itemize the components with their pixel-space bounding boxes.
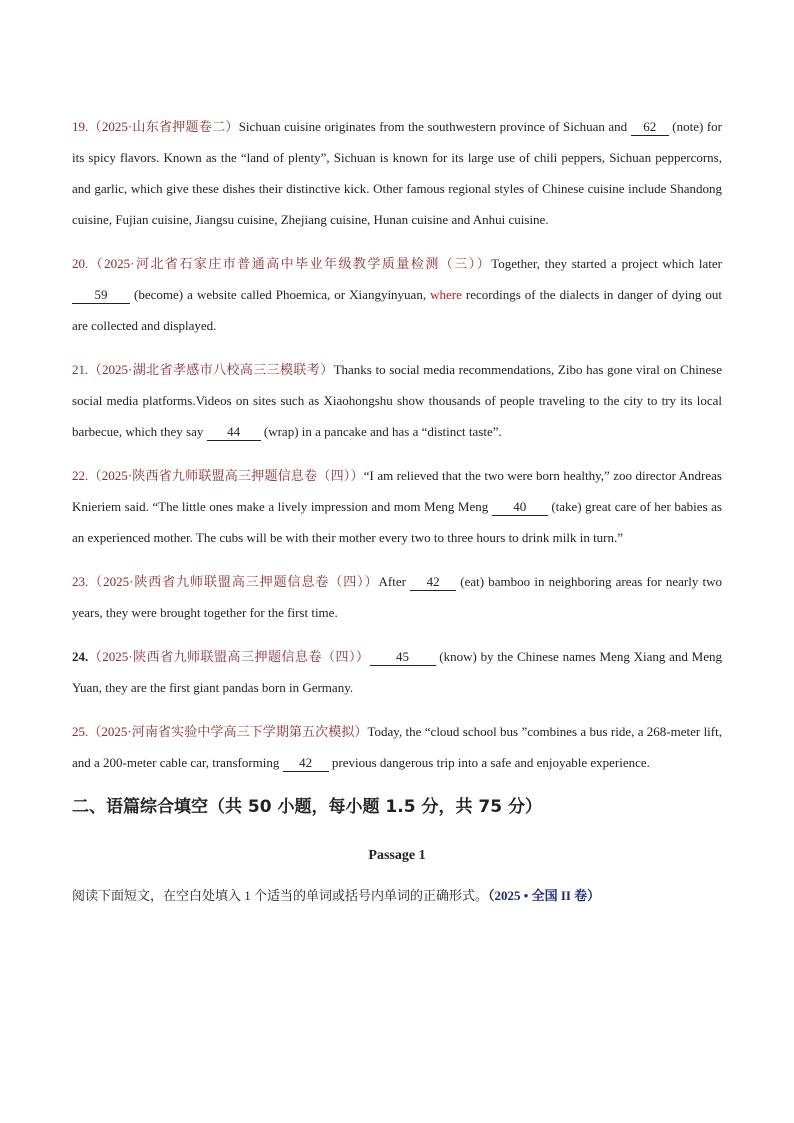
question-source: （2025·河北省石家庄市普通高中毕业年级教学质量检测（三）） bbox=[88, 256, 492, 271]
answer-blank[interactable]: 42 bbox=[410, 574, 456, 591]
question-text: (wrap) in a pancake and has a “distinct taste”. bbox=[260, 424, 502, 439]
question-number: 23. bbox=[72, 574, 89, 589]
document-page bbox=[72, 98, 722, 910]
answer-blank[interactable]: 59 bbox=[72, 287, 130, 304]
question-text: (take) great care of her babies as an experienced mother. The cubs will be with their mother every two to three hours to drink milk in turn.” bbox=[72, 499, 722, 545]
question-source: （2025·陕西省九师联盟高三押题信息卷（四）） bbox=[88, 574, 379, 589]
question-source: （2025·陕西省九师联盟高三押题信息卷（四）） bbox=[88, 649, 370, 664]
question-number: 24. bbox=[72, 649, 89, 664]
question-number: 21. bbox=[72, 362, 89, 377]
highlighted-word: where bbox=[430, 287, 462, 302]
question-source: （2025·山东省押题卷二） bbox=[88, 119, 239, 134]
question-number: 19. bbox=[72, 119, 89, 134]
question-source: （2025·陕西省九师联盟高三押题信息卷（四）） bbox=[88, 468, 364, 483]
question-text: (note) for its spicy flavors. Known as the “land of plenty”, Sichuan is known for its large use of chili peppers, Sichuan peppercorns, and garlic, which give these dishes their distinctive kick. Other famous regional styles of Chinese cuisine include Shandong cuisine, Fujian cuisine, Jiangsu cuisine, Zhejiang cuisine, Hunan cuisine and Anhui cuisine. bbox=[72, 119, 722, 227]
instruction-text: 阅读下面短文，在空白处填入 1 个适当的单词或括号内单词的正确形式。 bbox=[72, 888, 489, 903]
question-number: 22. bbox=[72, 468, 89, 483]
answer-blank[interactable]: 42 bbox=[283, 755, 329, 772]
question-text: Thanks to social media recommendations, Zibo has gone viral on Chinese social media platforms.Videos on sites such as Xiaohongshu show thousands of people traveling to the city to try its local barbecue, which they say bbox=[72, 362, 722, 439]
question-21 bbox=[72, 354, 722, 447]
question-text: Today, the “cloud school bus ”combines a bus ride, a 268-meter lift, and a 200-meter cable car, transforming bbox=[72, 724, 722, 770]
answer-blank[interactable]: 44 bbox=[207, 424, 261, 441]
instruction-line bbox=[72, 882, 722, 910]
question-text: (eat) bamboo in neighboring areas for nearly two years, they were brought together for the first time. bbox=[72, 574, 722, 620]
question-24 bbox=[72, 641, 722, 703]
section-heading: 二、语篇综合填空（共 50 小题，每小题 1.5 分，共 75 分） bbox=[72, 797, 542, 817]
question-text: Sichuan cuisine originates from the southwestern province of Sichuan and bbox=[238, 119, 631, 134]
question-text: (know) by the Chinese names Meng Xiang and Meng Yuan, they are the first giant pandas born in Germany. bbox=[72, 649, 722, 695]
question-text: “I am relieved that the two were born healthy,” zoo director Andreas Knieriem said. “The little ones make a lively impression and mom Meng Meng bbox=[72, 468, 722, 514]
answer-blank[interactable]: 45 bbox=[370, 649, 436, 666]
question-source: （2025·湖北省孝感市八校高三三模联考） bbox=[88, 362, 334, 377]
question-source: （2025·河南省实验中学高三下学期第五次模拟） bbox=[88, 724, 368, 739]
question-number: 20. bbox=[72, 256, 89, 271]
question-23 bbox=[72, 566, 722, 628]
question-19 bbox=[72, 111, 722, 235]
question-text: (become) a website called Phoemica, or Xiangyinyuan, bbox=[130, 287, 431, 302]
question-25 bbox=[72, 716, 722, 778]
question-text: After bbox=[378, 574, 411, 589]
answer-blank[interactable]: 40 bbox=[492, 499, 548, 516]
question-text: previous dangerous trip into a safe and enjoyable experience. bbox=[328, 755, 650, 770]
question-20 bbox=[72, 248, 722, 341]
passage-title: Passage 1 bbox=[368, 848, 426, 863]
question-text: recordings of the dialects in danger of dying out are collected and displayed. bbox=[72, 287, 722, 333]
answer-blank[interactable]: 62 bbox=[631, 119, 669, 136]
question-22 bbox=[72, 460, 722, 553]
exam-source-tag: （2025 • 全国 II 卷） bbox=[488, 888, 601, 903]
question-number: 25. bbox=[72, 724, 89, 739]
question-text: Together, they started a project which later bbox=[491, 256, 722, 271]
